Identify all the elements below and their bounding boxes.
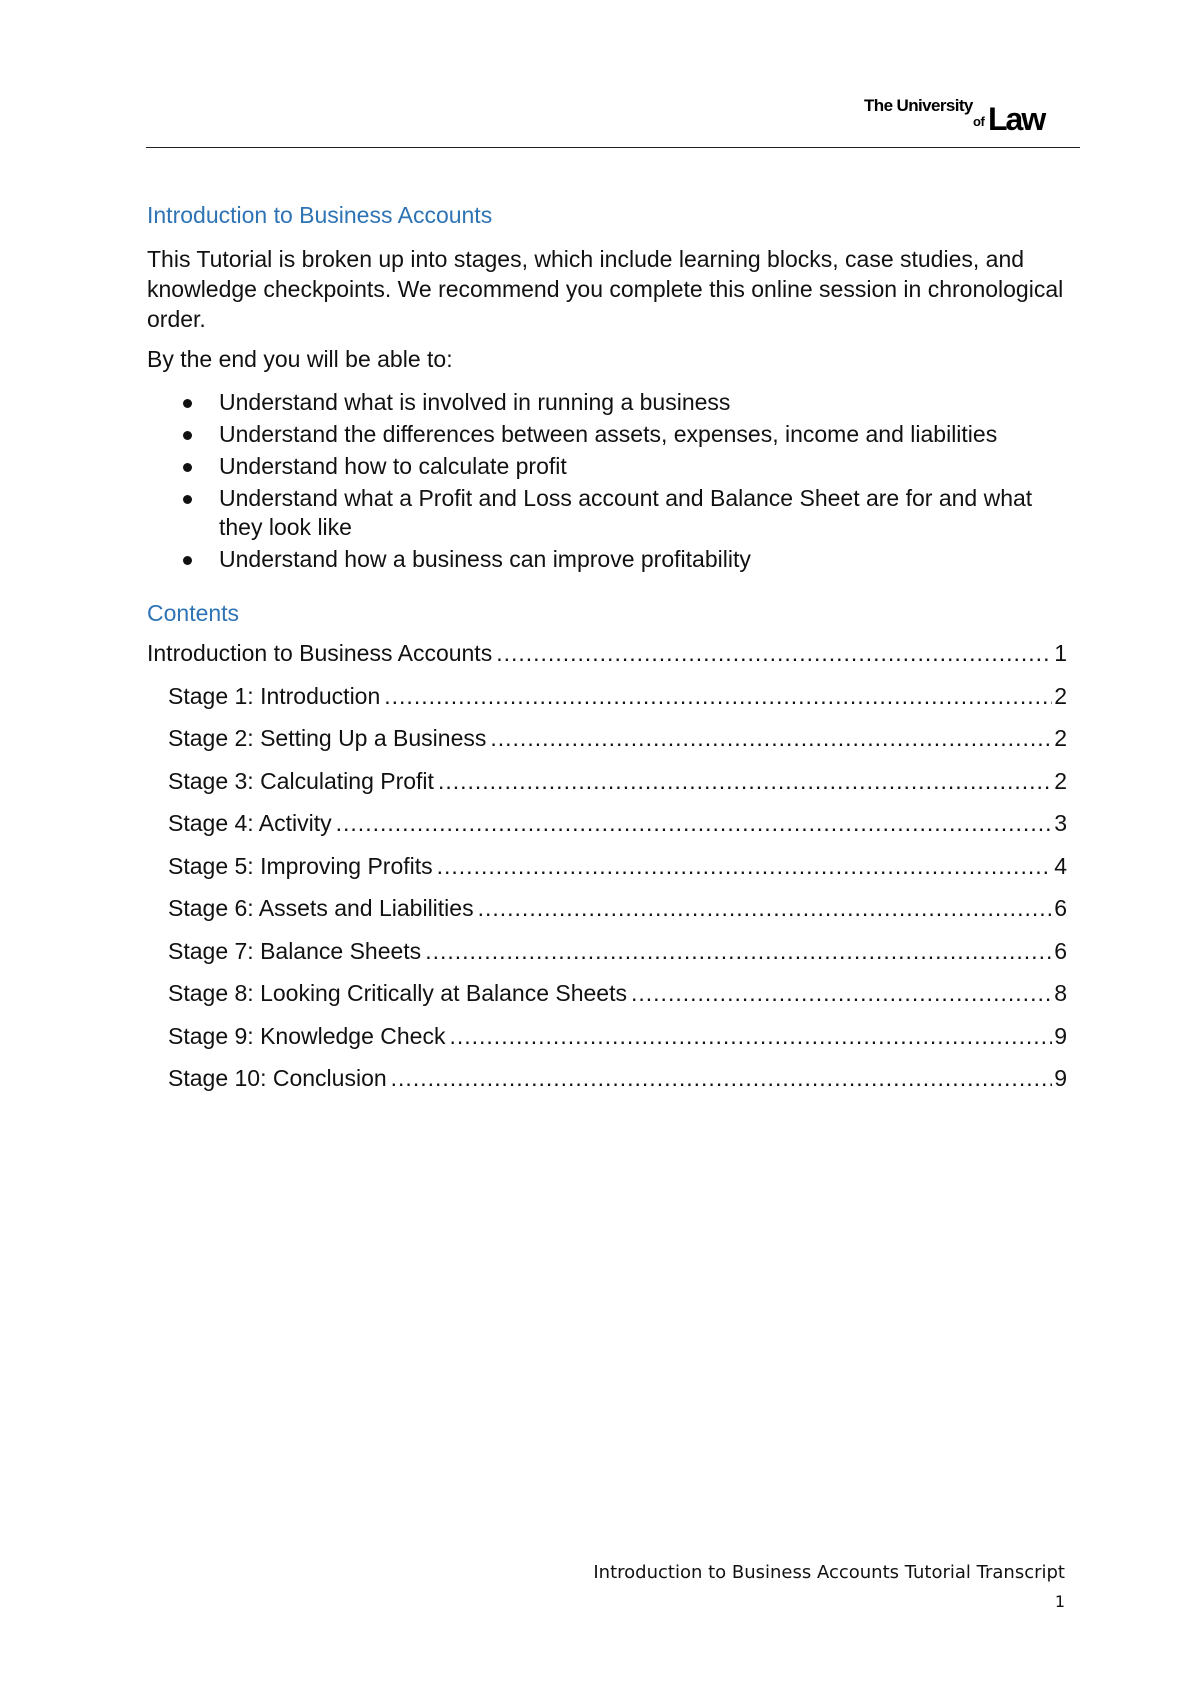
toc-leader — [438, 766, 1052, 796]
list-item — [147, 545, 1067, 574]
toc-entry-stage-10[interactable] — [147, 1063, 1067, 1106]
toc-entry-stage-6[interactable] — [147, 893, 1067, 936]
contents-heading: Contents — [147, 600, 240, 626]
bullet-icon — [183, 399, 192, 408]
toc-entry-label: Stage 8: Looking Critically at Balance Sheets — [168, 980, 627, 1006]
toc-leader — [631, 978, 1052, 1008]
toc-entry-stage-7[interactable] — [147, 936, 1067, 979]
toc-entry-label: Stage 6: Assets and Liabilities — [168, 895, 474, 921]
bullet-icon — [183, 556, 192, 565]
toc-entry-label: Stage 2: Setting Up a Business — [168, 725, 487, 751]
toc-entry-stage-9[interactable] — [147, 1021, 1067, 1064]
logo-law: Law — [988, 101, 1045, 137]
objective-text: Understand the differences between assets, expenses, income and liabilities — [219, 421, 998, 447]
toc-entry-page: 9 — [1054, 1022, 1067, 1049]
list-item — [147, 388, 1067, 417]
toc-entry-stage-5[interactable] — [147, 851, 1067, 894]
toc-entry-label: Introduction to Business Accounts — [147, 640, 493, 666]
objective-text: Understand how a business can improve profitability — [219, 546, 751, 572]
page-footer — [593, 1560, 1065, 1618]
bullet-icon — [183, 463, 192, 472]
toc-entry-page: 6 — [1054, 937, 1067, 964]
bullet-icon — [183, 495, 192, 504]
toc-leader — [384, 681, 1052, 711]
toc-entry-stage-3[interactable] — [147, 766, 1067, 809]
toc-leader — [490, 723, 1052, 753]
list-item — [147, 484, 1067, 542]
toc-entry-label: Stage 7: Balance Sheets — [168, 937, 422, 964]
intro-heading: Introduction to Business Accounts — [147, 202, 493, 228]
list-item — [147, 420, 1067, 449]
objectives-list — [147, 388, 1067, 574]
footer-page-number: 1 — [1054, 1592, 1065, 1611]
page-body — [147, 200, 1067, 1106]
toc-entry-label: Stage 5: Improving Profits — [168, 852, 433, 879]
toc-entry-page: 2 — [1054, 682, 1067, 709]
toc-entry-label: Stage 9: Knowledge Check — [168, 1022, 446, 1049]
toc-entry-stage-8[interactable] — [147, 978, 1067, 1021]
toc-leader — [437, 851, 1053, 881]
toc-entry-page: 2 — [1054, 725, 1067, 751]
toc-entry-stage-1[interactable] — [147, 681, 1067, 724]
header-divider — [146, 147, 1080, 148]
toc-leader — [478, 893, 1053, 923]
toc-leader — [449, 1021, 1052, 1051]
toc-entry-page: 8 — [1054, 980, 1067, 1006]
toc-leader — [391, 1063, 1053, 1093]
table-of-contents — [147, 638, 1067, 1106]
toc-entry-label: Stage 1: Introduction — [168, 682, 381, 709]
footer-title: Introduction to Business Accounts Tutorial Transcript — [593, 1562, 1065, 1583]
toc-leader — [336, 808, 1053, 838]
toc-entry-label: Stage 10: Conclusion — [168, 1065, 387, 1091]
bullet-icon — [183, 431, 192, 440]
toc-entry-page: 9 — [1054, 1065, 1067, 1091]
logo-line-1: The University — [864, 96, 973, 115]
objective-text: Understand how to calculate profit — [219, 453, 567, 479]
toc-entry-page: 6 — [1054, 895, 1067, 921]
objective-text: Understand what a Profit and Loss account and Balance Sheet are for and what they look like — [219, 485, 1033, 540]
objectives-lead-in: By the end you will be able to: — [147, 346, 453, 372]
toc-entry-page: 2 — [1054, 767, 1067, 794]
toc-entry-page: 1 — [1054, 640, 1067, 666]
toc-entry-stage-4[interactable] — [147, 808, 1067, 851]
list-item — [147, 452, 1067, 481]
toc-leader — [425, 936, 1052, 966]
toc-entry-label: Stage 3: Calculating Profit — [168, 767, 434, 794]
toc-entry-page: 3 — [1054, 810, 1067, 836]
objective-text: Understand what is involved in running a business — [219, 389, 731, 415]
toc-entry-stage-2[interactable] — [147, 723, 1067, 766]
intro-paragraph: This Tutorial is broken up into stages, which include learning blocks, case studies, and knowledge checkpoints. We recommend you complete this online session in chronological order. — [147, 246, 1064, 332]
toc-entry-label: Stage 4: Activity — [168, 810, 332, 836]
toc-entry-introduction[interactable] — [147, 638, 1067, 681]
toc-entry-page: 4 — [1054, 852, 1067, 879]
university-logo — [864, 96, 1074, 137]
logo-of: of — [973, 114, 985, 129]
toc-leader — [496, 638, 1052, 668]
